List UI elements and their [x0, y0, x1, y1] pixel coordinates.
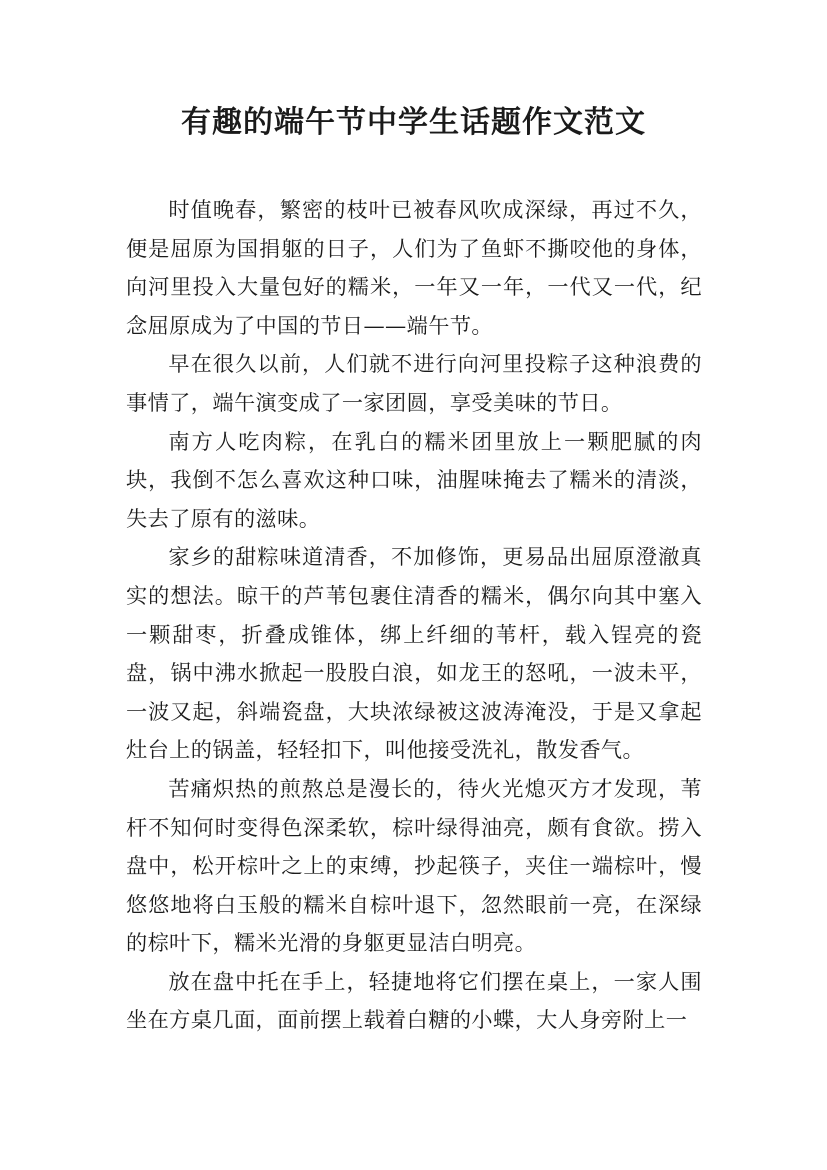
- paragraph-2: 早在很久以前，人们就不进行向河里投粽子这种浪费的事情了，端午演变成了一家团圆，享受美味的节日。: [126, 351, 702, 415]
- paragraph-1: 时值晚春，繁密的枝叶已被春风吹成深绿，再过不久，便是屈原为国捐躯的日子，人们为了鱼虾不撕咬他的身体，向河里投入大量包好的糯米，一年又一年，一代又一代，纪念屈原成为了中国的节日——端午节。: [126, 197, 702, 338]
- paragraph-5: 苦痛炽热的煎熬总是漫长的，待火光熄灭方才发现，苇杆不知何时变得色深柔软，棕叶绿得油亮，颇有食欲。捞入盘中，松开棕叶之上的束缚，抄起筷子，夹住一端棕叶，慢悠悠地将白玉般的糯米自棕叶退下，忽然眼前一亮，在深绿的棕叶下，糯米光滑的身躯更显洁白明亮。: [126, 775, 702, 956]
- paragraph-6: 放在盘中托在手上，轻捷地将它们摆在桌上，一家人围坐在方桌几面，面前摆上载着白糖的小蝶，大人身旁附上一: [126, 968, 702, 1033]
- paragraph-3: 南方人吃肉粽，在乳白的糯米团里放上一颗肥腻的肉块，我倒不怎么喜欢这种口味，油腥味掩去了糯米的清淡，失去了原有的滋味。: [126, 428, 702, 531]
- paragraph-4: 家乡的甜粽味道清香，不加修饰，更易品出屈原澄澈真实的想法。晾干的芦苇包裹住清香的糯米，偶尔向其中塞入一颗甜枣，折叠成锥体，绑上纤细的苇杆，载入锃亮的瓷盘，锅中沸水掀起一股股白浪，如龙王的怒吼，一波未平，一波又起，斜端瓷盘，大块浓绿被这波涛淹没，于是又拿起灶台上的锅盖，轻轻扣下，叫他接受洗礼，散发香气。: [126, 544, 702, 763]
- document-body: [126, 191, 702, 1040]
- document-title: 有趣的端午节中学生话题作文范文: [181, 105, 646, 140]
